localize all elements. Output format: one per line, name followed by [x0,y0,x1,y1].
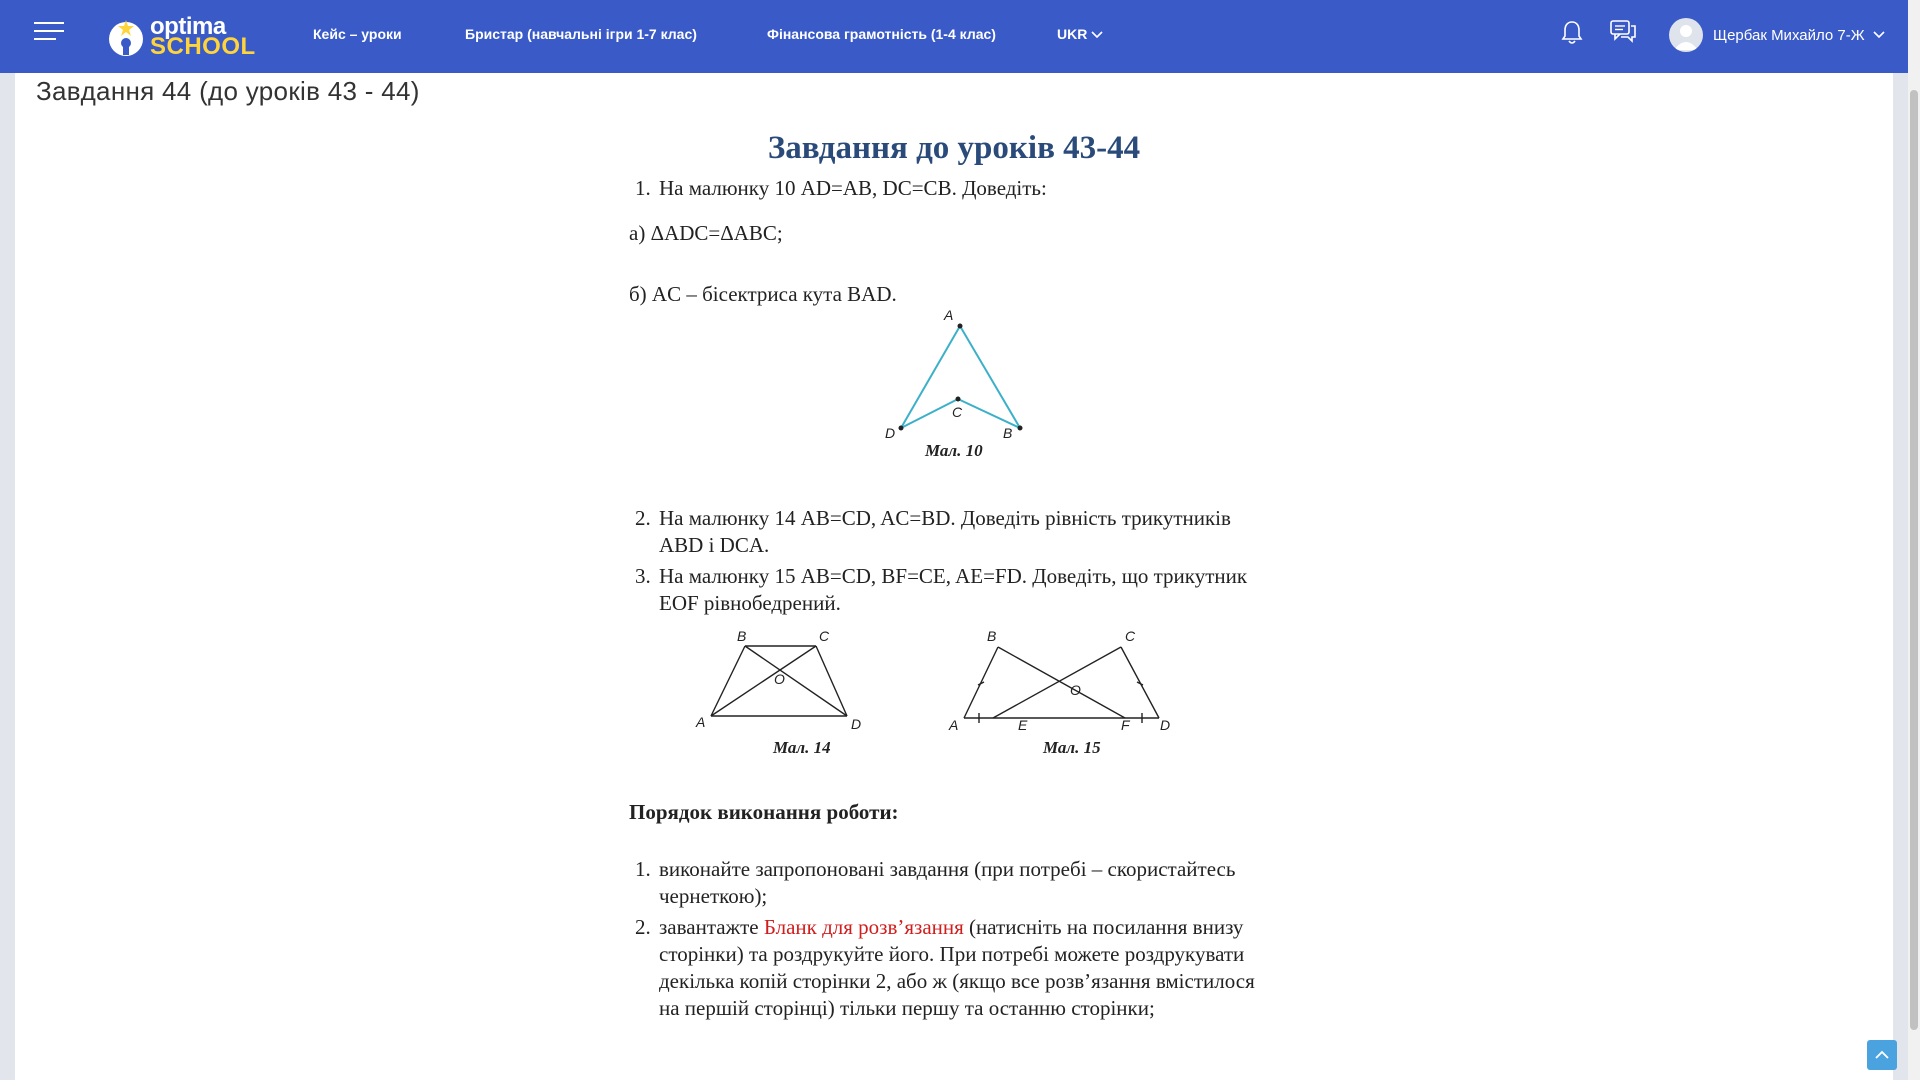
task-number: 1. [635,176,651,200]
logo-text-school: SCHOOL [150,33,256,60]
language-selector[interactable] [1057,26,1103,42]
nav-financial-literacy[interactable]: Фінансова грамотність (1-4 клас) [767,26,996,42]
task-1b: б) AC – бісектриса кута BAD. [629,282,897,306]
notifications-bell-icon[interactable] [1561,20,1583,51]
optima-school-logo[interactable] [106,14,256,60]
messages-icon[interactable] [1610,20,1636,49]
fig14-label-o: O [774,671,785,687]
chevron-up-icon [1867,1040,1897,1070]
task-3 [629,563,1279,617]
fig10-label-b: B [1003,425,1013,441]
fig15-label-f: F [1121,717,1130,733]
assignment-document [629,130,1279,1022]
task-2-text: На малюнку 14 AB=CD, AC=BD. Доведіть рівність трикутників ABD і DCA. [659,506,1231,557]
step-2-text-start: завантажте [659,915,764,939]
figures-14-15 [629,629,1279,759]
fig14-label-b: B [737,629,747,644]
top-navigation-bar [0,0,1908,73]
step-2-text-end: (натисніть на посилання внизу сторінки) та роздрукуйте його. При потребі можете роздрукувати декілька копій сторінки 2, або ж (якщо все розв’язання вмістилося на першій сторінці) тільки першу та останню сторінки; [659,915,1255,1020]
page-scrollbar[interactable] [1908,0,1920,1080]
figure-15 [964,647,1159,723]
logo-text-optima: optima [150,13,226,40]
task-number: 3. [635,564,651,588]
order-heading: Порядок виконання роботи: [629,800,899,824]
step-1 [629,856,1279,910]
fig14-label-c: C [819,629,830,644]
step-1-text: виконайте запропоновані завдання (при потребі – скористайтесь чернеткою); [659,857,1236,908]
fig15-caption: Мал. 15 [1043,738,1101,757]
fig15-label-c: C [1125,629,1136,644]
figure-10 [629,308,1279,468]
task-number: 2. [635,506,651,530]
fig10-label-d: D [885,425,896,441]
task-3-text: На малюнку 15 AB=CD, BF=CE, AE=FD. Доведіть, що трикутник EOF рівнобедрений. [659,564,1248,615]
task-2 [629,505,1279,559]
fig14-label-a: A [696,714,706,730]
task-1a: а) ΔADC=ΔABC; [629,221,783,245]
fig10-caption: Мал. 10 [925,441,983,460]
scroll-to-top-button[interactable] [1867,1040,1897,1070]
user-menu[interactable] [1669,18,1885,52]
fig15-label-o: O [1070,682,1081,698]
language-label: UKR [1057,26,1088,42]
fig10-label-c: C [952,404,963,420]
fig14-label-d: D [851,716,862,732]
user-name: Щербак Михайло 7-Ж [1713,26,1865,44]
task-1-text: На малюнку 10 AD=AB, DC=CB. Доведіть: [659,176,1047,200]
step-2 [629,914,1279,1022]
nav-brystar[interactable]: Бристар (навчальні ігри 1-7 клас) [465,26,697,42]
task-1 [629,175,1279,202]
logo-mark-icon [106,17,146,57]
chevron-down-icon [1873,31,1885,39]
avatar [1669,18,1703,52]
solution-form-link[interactable]: Бланк для розв’язання [763,915,964,939]
document-heading: Завдання до уроків 43-44 [767,130,1141,166]
fig15-label-b: B [987,629,997,644]
fig10-label-a: A [944,308,954,323]
step-number: 2. [635,915,651,939]
fig15-label-a: A [949,717,959,733]
step-number: 1. [635,857,651,881]
nav-case-lessons[interactable]: Кейс – уроки [313,26,402,42]
fig15-label-d: D [1160,717,1171,733]
fig14-caption: Мал. 14 [773,738,831,757]
menu-icon[interactable] [34,22,64,46]
page-title: Завдання 44 (до уроків 43 - 44) [36,76,420,106]
scrollbar-thumb[interactable] [1910,90,1918,1030]
chevron-down-icon [1091,31,1103,39]
fig15-label-e: E [1018,717,1028,733]
